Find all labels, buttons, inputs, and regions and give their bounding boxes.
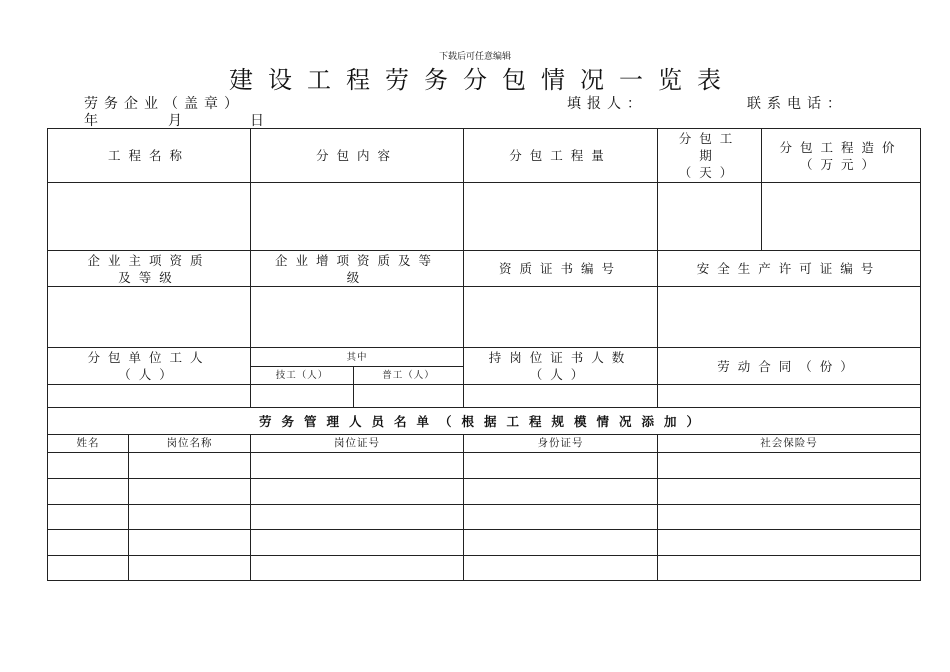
date-month-label: 月 <box>168 113 188 129</box>
col-safety-license-no: 安全生产许可证编号 <box>658 251 921 287</box>
period-line-1: 分包工 <box>678 131 741 146</box>
staff-cert-cell[interactable] <box>251 505 464 530</box>
main-qualification-cell[interactable] <box>48 287 251 348</box>
cost-line-1: 分包工程造价 <box>779 139 903 155</box>
staff-name-cell[interactable] <box>48 530 129 556</box>
phone-label: 联系电话： <box>747 96 847 112</box>
col-general-workers: 普工（人） <box>354 367 464 385</box>
col-cost <box>762 129 921 183</box>
period-line-2: 期 <box>699 148 720 163</box>
staff-position-cell[interactable] <box>129 479 251 505</box>
project-name-cell[interactable] <box>48 183 251 251</box>
staff-cert-cell[interactable] <box>251 453 464 479</box>
col-project-name: 工程名称 <box>48 129 251 183</box>
main-qual-line-2: 及等级 <box>118 269 180 285</box>
col-quantity: 分包工程量 <box>464 129 658 183</box>
staff-name-cell[interactable] <box>48 479 129 505</box>
company-seal-label: 劳务企业（盖章） <box>84 96 244 112</box>
add-qual-line-1: 企业增项资质及等 <box>275 252 440 268</box>
staff-id-cell[interactable] <box>464 530 658 556</box>
period-line-3: （天） <box>678 165 741 180</box>
date-year-label: 年 <box>84 113 104 129</box>
col-additional-qualification <box>251 251 464 287</box>
col-labor-contract: 劳动合同（份） <box>658 348 921 385</box>
col-period <box>658 129 762 183</box>
staff-position-cell[interactable] <box>129 556 251 581</box>
col-of-which: 其中 <box>251 348 464 367</box>
col-cert-no: 资质证书编号 <box>464 251 658 287</box>
skilled-workers-cell[interactable] <box>251 385 354 408</box>
col-social-insurance: 社会保险号 <box>658 435 921 453</box>
general-workers-cell[interactable] <box>354 385 464 408</box>
workers-cell[interactable] <box>48 385 251 408</box>
staff-insurance-cell[interactable] <box>658 453 921 479</box>
staff-position-cell[interactable] <box>129 453 251 479</box>
staff-insurance-cell[interactable] <box>658 530 921 556</box>
staff-cert-cell[interactable] <box>251 479 464 505</box>
staff-position-cell[interactable] <box>129 505 251 530</box>
staff-position-cell[interactable] <box>129 530 251 556</box>
staff-insurance-cell[interactable] <box>658 479 921 505</box>
staff-name-cell[interactable] <box>48 556 129 581</box>
col-skilled-workers: 技工（人） <box>251 367 354 385</box>
col-workers <box>48 348 251 385</box>
certified-count-cell[interactable] <box>464 385 658 408</box>
certified-line-1: 持岗位证书人数 <box>488 350 633 365</box>
col-id-number: 身份证号 <box>464 435 658 453</box>
staff-id-cell[interactable] <box>464 505 658 530</box>
subcontract-table <box>47 128 921 581</box>
col-content: 分包内容 <box>251 129 464 183</box>
add-qual-line-2: 级 <box>346 269 368 285</box>
staff-name-cell[interactable] <box>48 453 129 479</box>
staff-cert-cell[interactable] <box>251 556 464 581</box>
staff-cert-cell[interactable] <box>251 530 464 556</box>
download-note: 下载后可任意编辑 <box>438 52 511 62</box>
filler-label: 填报人： <box>567 96 647 112</box>
workers-line-2: （人） <box>118 367 180 382</box>
date-day-label: 日 <box>250 113 270 129</box>
cost-cell[interactable] <box>762 183 921 251</box>
cost-line-2: （万元） <box>800 156 883 172</box>
col-main-qualification <box>48 251 251 287</box>
col-position-cert: 岗位证号 <box>251 435 464 453</box>
col-certified-count <box>464 348 658 385</box>
content-cell[interactable] <box>251 183 464 251</box>
additional-qualification-cell[interactable] <box>251 287 464 348</box>
main-qual-line-1: 企业主项资质 <box>87 252 211 268</box>
staff-id-cell[interactable] <box>464 479 658 505</box>
labor-contract-cell[interactable] <box>658 385 921 408</box>
staff-name-cell[interactable] <box>48 505 129 530</box>
period-cell[interactable] <box>658 183 762 251</box>
page-title: 建设工程劳务分包情况一览表 <box>229 66 736 94</box>
staff-id-cell[interactable] <box>464 556 658 581</box>
staff-id-cell[interactable] <box>464 453 658 479</box>
cert-no-cell[interactable] <box>464 287 658 348</box>
staff-insurance-cell[interactable] <box>658 556 921 581</box>
col-name: 姓名 <box>48 435 129 453</box>
staff-section-title: 劳务管理人员名单（根据工程规模情况添加） <box>48 408 921 435</box>
safety-license-no-cell[interactable] <box>658 287 921 348</box>
col-position: 岗位名称 <box>129 435 251 453</box>
workers-line-1: 分包单位工人 <box>87 350 211 365</box>
quantity-cell[interactable] <box>464 183 658 251</box>
certified-line-2: （人） <box>529 367 592 382</box>
staff-insurance-cell[interactable] <box>658 505 921 530</box>
